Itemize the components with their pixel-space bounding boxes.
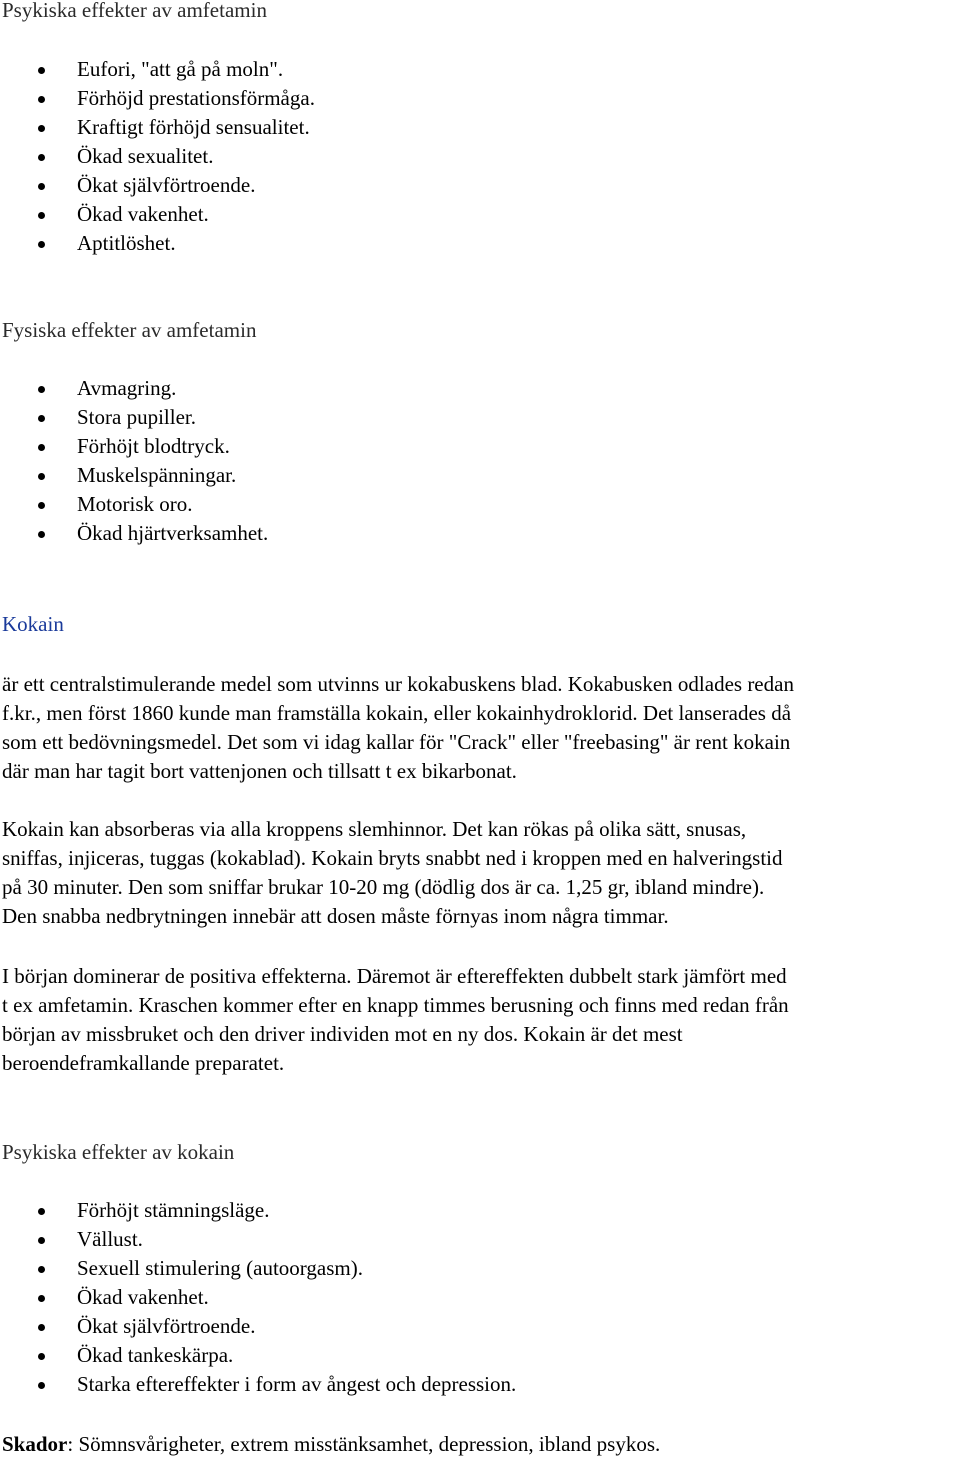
bullet-icon: [38, 125, 45, 132]
bullet-icon: [38, 1324, 45, 1331]
skador-text: : Sömnsvårigheter, extrem misstänksamhet, depression, ibland psykos.: [67, 1432, 661, 1456]
kokain-para3-line: början av missbruket och den driver individen mot en ny dos. Kokain är det mest: [2, 1022, 683, 1046]
bullet-icon: [38, 531, 45, 538]
kokain-para1-line: f.kr., men först 1860 kunde man framställa kokain, eller kokainhydroklorid. Det lanserades då: [2, 701, 792, 725]
bullet-icon: [38, 1266, 45, 1273]
kokain-para3-line: I början dominerar de positiva effekterna. Däremot är eftereffekten dubbelt stark jämfört med: [2, 964, 787, 988]
bullet-icon: [38, 67, 45, 74]
skador-label: Skador: [2, 1432, 68, 1456]
bullet-icon: [38, 502, 45, 509]
kokain-para1-line: som ett bedövningsmedel. Det som vi idag kallar för "Crack" eller "freebasing" är rent kokain: [2, 730, 791, 754]
heading-kokain: Kokain: [2, 612, 64, 636]
skador-line: [2, 1430, 660, 1459]
kokain-para2-line: Kokain kan absorberas via alla kroppens slemhinnor. Det kan rökas på olika sätt, snusas,: [2, 817, 747, 841]
bullet-icon: [38, 1208, 45, 1215]
heading-amfetamin-fysiska: Fysiska effekter av amfetamin: [2, 318, 257, 342]
bullet-icon: [38, 415, 45, 422]
bullet-icon: [38, 1353, 45, 1360]
heading-kokain-psykiska: Psykiska effekter av kokain: [2, 1140, 235, 1164]
bullet-icon: [38, 212, 45, 219]
bullet-icon: [38, 1237, 45, 1244]
kokain-para2-line: på 30 minuter. Den som sniffar brukar 10-20 mg (dödlig dos är ca. 1,25 gr, ibland mindre).: [2, 875, 765, 899]
kokain-para1-line: är ett centralstimulerande medel som utvinns ur kokabuskens blad. Kokabusken odlades redan: [2, 672, 794, 696]
bullet-icon: [38, 183, 45, 190]
bullet-icon: [38, 444, 45, 451]
kokain-para2-line: sniffas, injiceras, tuggas (kokablad). Kokain bryts snabbt ned i kroppen med en halveringstid: [2, 846, 783, 870]
kokain-para3-line: beroendeframkallande preparatet.: [2, 1051, 285, 1075]
bullet-icon: [38, 473, 45, 480]
bullet-icon: [38, 96, 45, 103]
kokain-para1-line: där man har tagit bort vattenjonen och tillsatt t ex bikarbonat.: [2, 759, 517, 783]
kokain-para3-line: t ex amfetamin. Kraschen kommer efter en knapp timmes berusning och finns med redan från: [2, 993, 789, 1017]
bullet-icon: [38, 386, 45, 393]
bullet-icon: [38, 154, 45, 161]
bullet-icon: [38, 1295, 45, 1302]
heading-amfetamin-psykiska: Psykiska effekter av amfetamin: [2, 0, 267, 22]
kokain-para2-line: Den snabba nedbrytningen innebär att dosen måste förnyas inom några timmar.: [2, 904, 669, 928]
bullet-icon: [38, 241, 45, 248]
bullet-icon: [38, 1382, 45, 1389]
